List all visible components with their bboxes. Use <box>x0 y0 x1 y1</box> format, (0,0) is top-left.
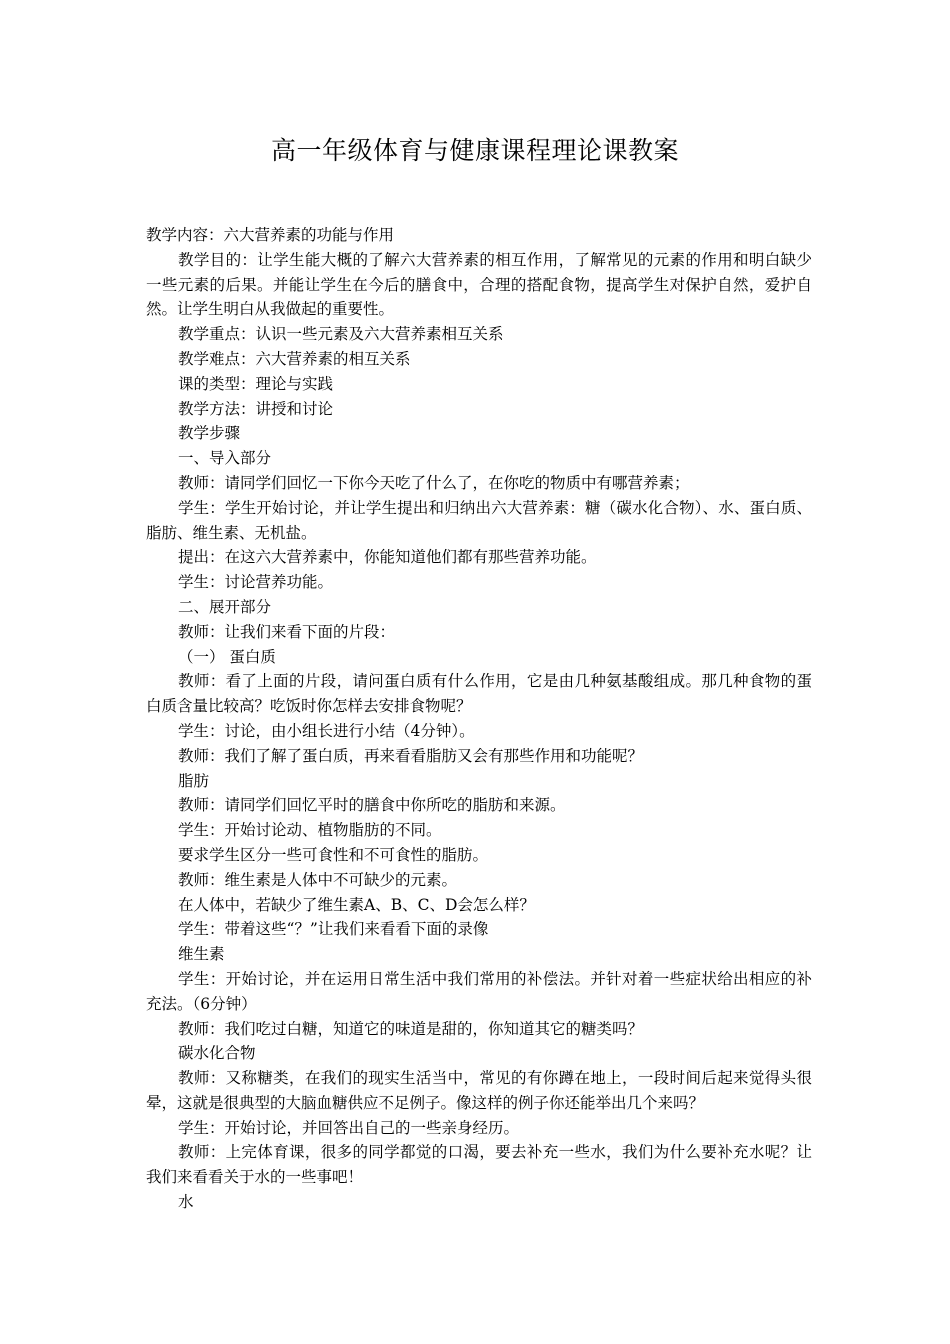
document-paragraph: 教师：我们吃过白糖，知道它的味道是甜的，你知道其它的糖类吗？ <box>178 1019 644 1038</box>
document-paragraph: 要求学生区分一些可食性和不可食性的脂肪。 <box>178 845 489 864</box>
document-paragraph: 维生素 <box>178 945 225 964</box>
document-paragraph: 教学内容：六大营养素的功能与作用 <box>146 226 395 244</box>
document-paragraph: 教师：维生素是人体中不可缺少的元素。 <box>178 870 458 889</box>
document-paragraph: 提出：在这六大营养素中，你能知道他们都有那些营养功能。 <box>178 548 597 567</box>
document-paragraph: 学生：开始讨论，并在运用日常生活中我们常用的补偿法。并针对着一些症状给出相应的补充法。（6分钟） <box>146 969 812 1013</box>
document-paragraph: 教学目的：让学生能大概的了解六大营养素的相互作用，了解常见的元素的作用和明白缺少一些元素的后果。并能让学生在今后的膳食中，合理的搭配食物，提高学生对保护自然，爱护自然。让学生明白从我做起的重要性。 <box>146 250 812 319</box>
document-paragraph: 课的类型：理论与实践 <box>178 374 334 393</box>
document-paragraph: 教学方法：讲授和讨论 <box>178 399 334 418</box>
document-paragraph: 学生：开始讨论，并回答出自己的一些亲身经历。 <box>178 1118 520 1137</box>
document-paragraph: 脂肪 <box>178 771 210 790</box>
document-paragraph: 教师：请同学们回忆一下你今天吃了什么了，在你吃的物质中有哪营养素； <box>178 473 690 492</box>
document-paragraph: 二、展开部分 <box>178 597 272 616</box>
document-paragraph: 教师：让我们来看下面的片段： <box>178 622 396 641</box>
document-paragraph: 教师：请同学们回忆平时的膳食中你所吃的脂肪和来源。 <box>178 796 566 815</box>
document-paragraph: （一） 蛋白质 <box>178 647 276 666</box>
document-paragraph: 教学难点：六大营养素的相互关系 <box>178 349 411 368</box>
document-paragraph: 碳水化合物 <box>178 1044 256 1063</box>
document-paragraph: 教师：又称糖类，在我们的现实生活当中，常见的有你蹲在地上，一段时间后起来觉得头很晕，这就是很典型的大脑血糖供应不足例子。像这样的例子你还能举出几个来吗？ <box>146 1069 812 1112</box>
document-paragraph: 学生：讨论，由小组长进行小结（4分钟）。 <box>178 721 475 740</box>
document-paragraph: 教学重点：认识一些元素及六大营养素相互关系 <box>178 325 504 344</box>
document-paragraph: 学生：开始讨论动、植物脂肪的不同。 <box>178 821 442 840</box>
document-paragraph: 教师：上完体育课，很多的同学都觉的口渴，要去补充一些水，我们为什么要补充水呢？让我们来看看关于水的一些事吧！ <box>146 1143 812 1187</box>
document-paragraph: 学生：带着这些“？”让我们来看看下面的录像 <box>178 920 489 939</box>
document-paragraph: 教师：我们了解了蛋白质，再来看看脂肪又会有那些作用和功能呢？ <box>178 746 644 765</box>
document-body <box>146 223 812 1215</box>
document-paragraph: 教学步骤 <box>178 424 241 443</box>
document-paragraph: 一、导入部分 <box>178 449 272 468</box>
page-title: 高一年级体育与健康课程理论课教案 <box>270 136 679 165</box>
document-paragraph: 在人体中，若缺少了维生素A、B、C、D会怎么样？ <box>178 895 535 914</box>
document-paragraph: 教师：看了上面的片段，请问蛋白质有什么作用，它是由几种氨基酸组成。那几种食物的蛋白质含量比较高？吃饭时你怎样去安排食物呢？ <box>146 672 812 716</box>
document-paragraph: 学生：讨论营养功能。 <box>178 573 334 592</box>
document-paragraph: 水 <box>178 1193 194 1212</box>
document-paragraph: 学生：学生开始讨论，并让学生提出和归纳出六大营养素：糖（碳水化合物）、水、蛋白质、脂肪、维生素、无机盐。 <box>146 498 812 542</box>
